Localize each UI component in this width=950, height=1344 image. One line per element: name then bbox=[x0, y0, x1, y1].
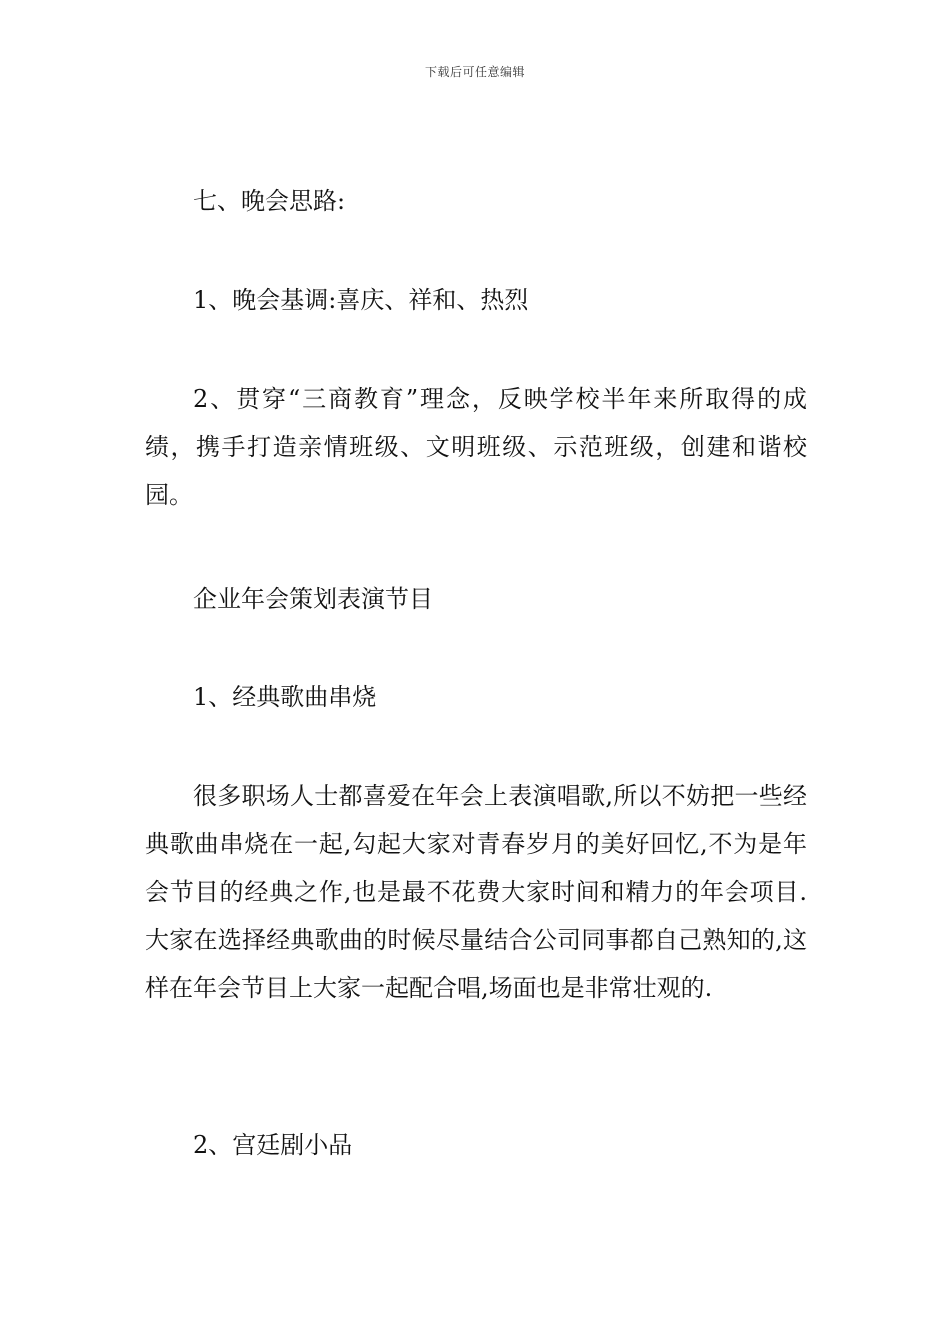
body-paragraph-classic-songs: 很多职场人士都喜爱在年会上表演唱歌,所以不妨把一些经典歌曲串烧在一起,勾起大家对青春岁月的美好回忆,不为是年会节目的经典之作,也是最不花费大家时间和精力的年会项目.大家在选择经典歌曲的时候尽量结合公司同事都自己熟知的,这样在年会节目上大家一起配合唱,场面也是非常壮观的. bbox=[145, 782, 807, 1002]
section-heading-party-ideas: 七、晚会思路: bbox=[193, 187, 346, 215]
list-item-palace-skit: 2、宫廷剧小品 bbox=[193, 1131, 353, 1159]
page-header: 下载后可任意编辑 bbox=[424, 65, 525, 79]
list-item-education-concept: 2、贯穿“三商教育”理念，反映学校半年来所取得的成绩，携手打造亲情班级、文明班级、示范班级，创建和谐校园。 bbox=[145, 385, 807, 509]
list-item-classic-songs: 1、经典歌曲串烧 bbox=[193, 683, 377, 711]
list-item-party-tone: 1、晚会基调:喜庆、祥和、热烈 bbox=[193, 286, 529, 314]
section-heading-performances: 企业年会策划表演节目 bbox=[193, 585, 433, 613]
